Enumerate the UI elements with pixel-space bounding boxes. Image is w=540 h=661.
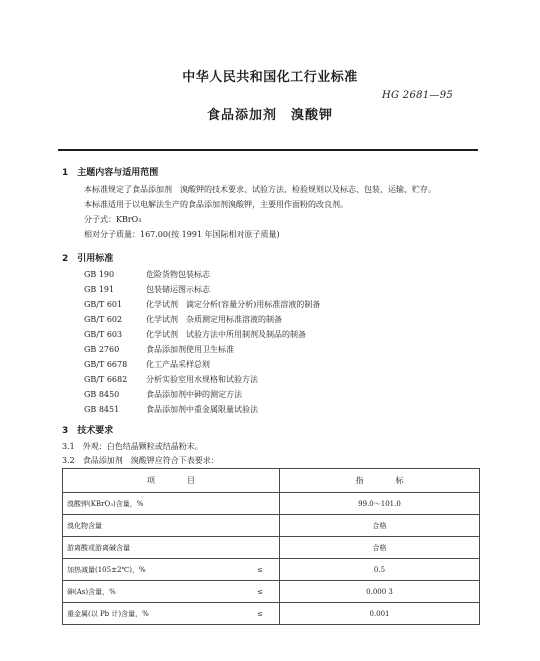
section-2-heading: 2 引用标准 (62, 254, 114, 264)
reference-code: GB 8450 (84, 390, 120, 399)
section-1-line: 本标准规定了食品添加剂 溴酸钾的技术要求、试验方法、检验规则以及标志、包装、运输、贮存。 (84, 185, 436, 194)
table-cell-operator (241, 537, 280, 559)
section-3-heading: 3 技术要求 (62, 426, 114, 436)
table-cell-item: 溴化物含量 (63, 515, 242, 537)
section-1-heading: 1 主题内容与适用范围 (62, 168, 159, 178)
reference-title: 化学试剂 试验方法中所用制剂及制品的制备 (146, 330, 306, 339)
reference-code: GB 190 (84, 270, 115, 279)
organization-title: 中华人民共和国化工行业标准 (182, 70, 358, 85)
table-cell-value: 0.001 (280, 603, 480, 625)
table-cell-item: 重金属(以 Pb 计)含量，% (63, 603, 242, 625)
table-cell-value: 99.0～101.0 (280, 493, 480, 515)
section-1-line: 本标准适用于以电解法生产的食品添加剂溴酸钾，主要用作面粉的改良剂。 (84, 200, 348, 209)
reference-item (84, 314, 282, 325)
table-cell-operator (241, 515, 280, 537)
reference-item (84, 284, 210, 295)
table-cell-item: 砷(As)含量，% (63, 581, 242, 603)
table-cell-value: 合格 (280, 537, 480, 559)
reference-code: GB 8451 (84, 405, 120, 414)
table-cell-value: 0.000 3 (280, 581, 480, 603)
table-header-index: 指 标 (280, 469, 480, 493)
section-1-line: 相对分子质量：167.00(按 1991 年国际相对原子质量) (84, 230, 280, 239)
reference-title: 危险货物包装标志 (146, 270, 210, 279)
title-divider (58, 149, 478, 151)
table-row (63, 515, 480, 537)
table-cell-operator (241, 493, 280, 515)
reference-code: GB/T 6682 (84, 375, 128, 384)
table-cell-value: 合格 (280, 515, 480, 537)
section-3-line: 3.2 食品添加剂 溴酸钾应符合下表要求： (62, 456, 219, 465)
table-cell-item: 游离酸或游离碱含量 (63, 537, 242, 559)
table-cell-operator: ≤ (241, 559, 280, 581)
reference-code: GB 191 (84, 285, 115, 294)
table-cell-value: 0.5 (280, 559, 480, 581)
cropped-footer (54, 648, 484, 661)
standard-title: 食品添加剂 溴酸钾 (206, 108, 333, 123)
table-header-row (63, 469, 480, 493)
reference-item (84, 329, 306, 340)
reference-code: GB/T 602 (84, 315, 123, 324)
section-1-line: 分子式：KBrO₃ (84, 215, 142, 224)
reference-title: 分析实验室用水规格和试验方法 (146, 375, 258, 384)
reference-item (84, 269, 210, 280)
reference-item (84, 374, 258, 385)
table-row (63, 559, 480, 581)
standard-code: HG 2681—95 (382, 90, 454, 101)
reference-code: GB/T 6678 (84, 360, 128, 369)
reference-item (84, 404, 258, 415)
reference-code: GB/T 601 (84, 300, 123, 309)
table-row (63, 493, 480, 515)
table-header-item: 项 目 (63, 469, 280, 493)
table-row (63, 603, 480, 625)
reference-title: 化工产品采样总则 (146, 360, 210, 369)
reference-title: 食品添加剂中重金属限量试验法 (146, 405, 258, 414)
table-row (63, 581, 480, 603)
reference-item (84, 389, 242, 400)
reference-title: 食品添加剂中砷的测定方法 (146, 390, 242, 399)
reference-item (84, 359, 210, 370)
reference-item (84, 299, 320, 310)
reference-code: GB 2760 (84, 345, 120, 354)
table-cell-item: 溴酸钾(KBrO₃)含量，% (63, 493, 242, 515)
specification-table (62, 468, 480, 625)
table-row (63, 537, 480, 559)
reference-title: 食品添加剂使用卫生标准 (146, 345, 234, 354)
reference-code: GB/T 603 (84, 330, 123, 339)
table-cell-item: 加热减量(105±2℃)，% (63, 559, 242, 581)
table-cell-operator: ≤ (241, 581, 280, 603)
reference-item (84, 344, 234, 355)
reference-title: 包装储运图示标志 (146, 285, 210, 294)
table-cell-operator: ≤ (241, 603, 280, 625)
section-3-line: 3.1 外观：白色结晶颗粒或结晶粉末。 (62, 442, 203, 451)
reference-title: 化学试剂 杂质测定用标准溶液的制备 (146, 315, 282, 324)
reference-title: 化学试剂 滴定分析(容量分析)用标准溶液的制备 (146, 300, 321, 309)
